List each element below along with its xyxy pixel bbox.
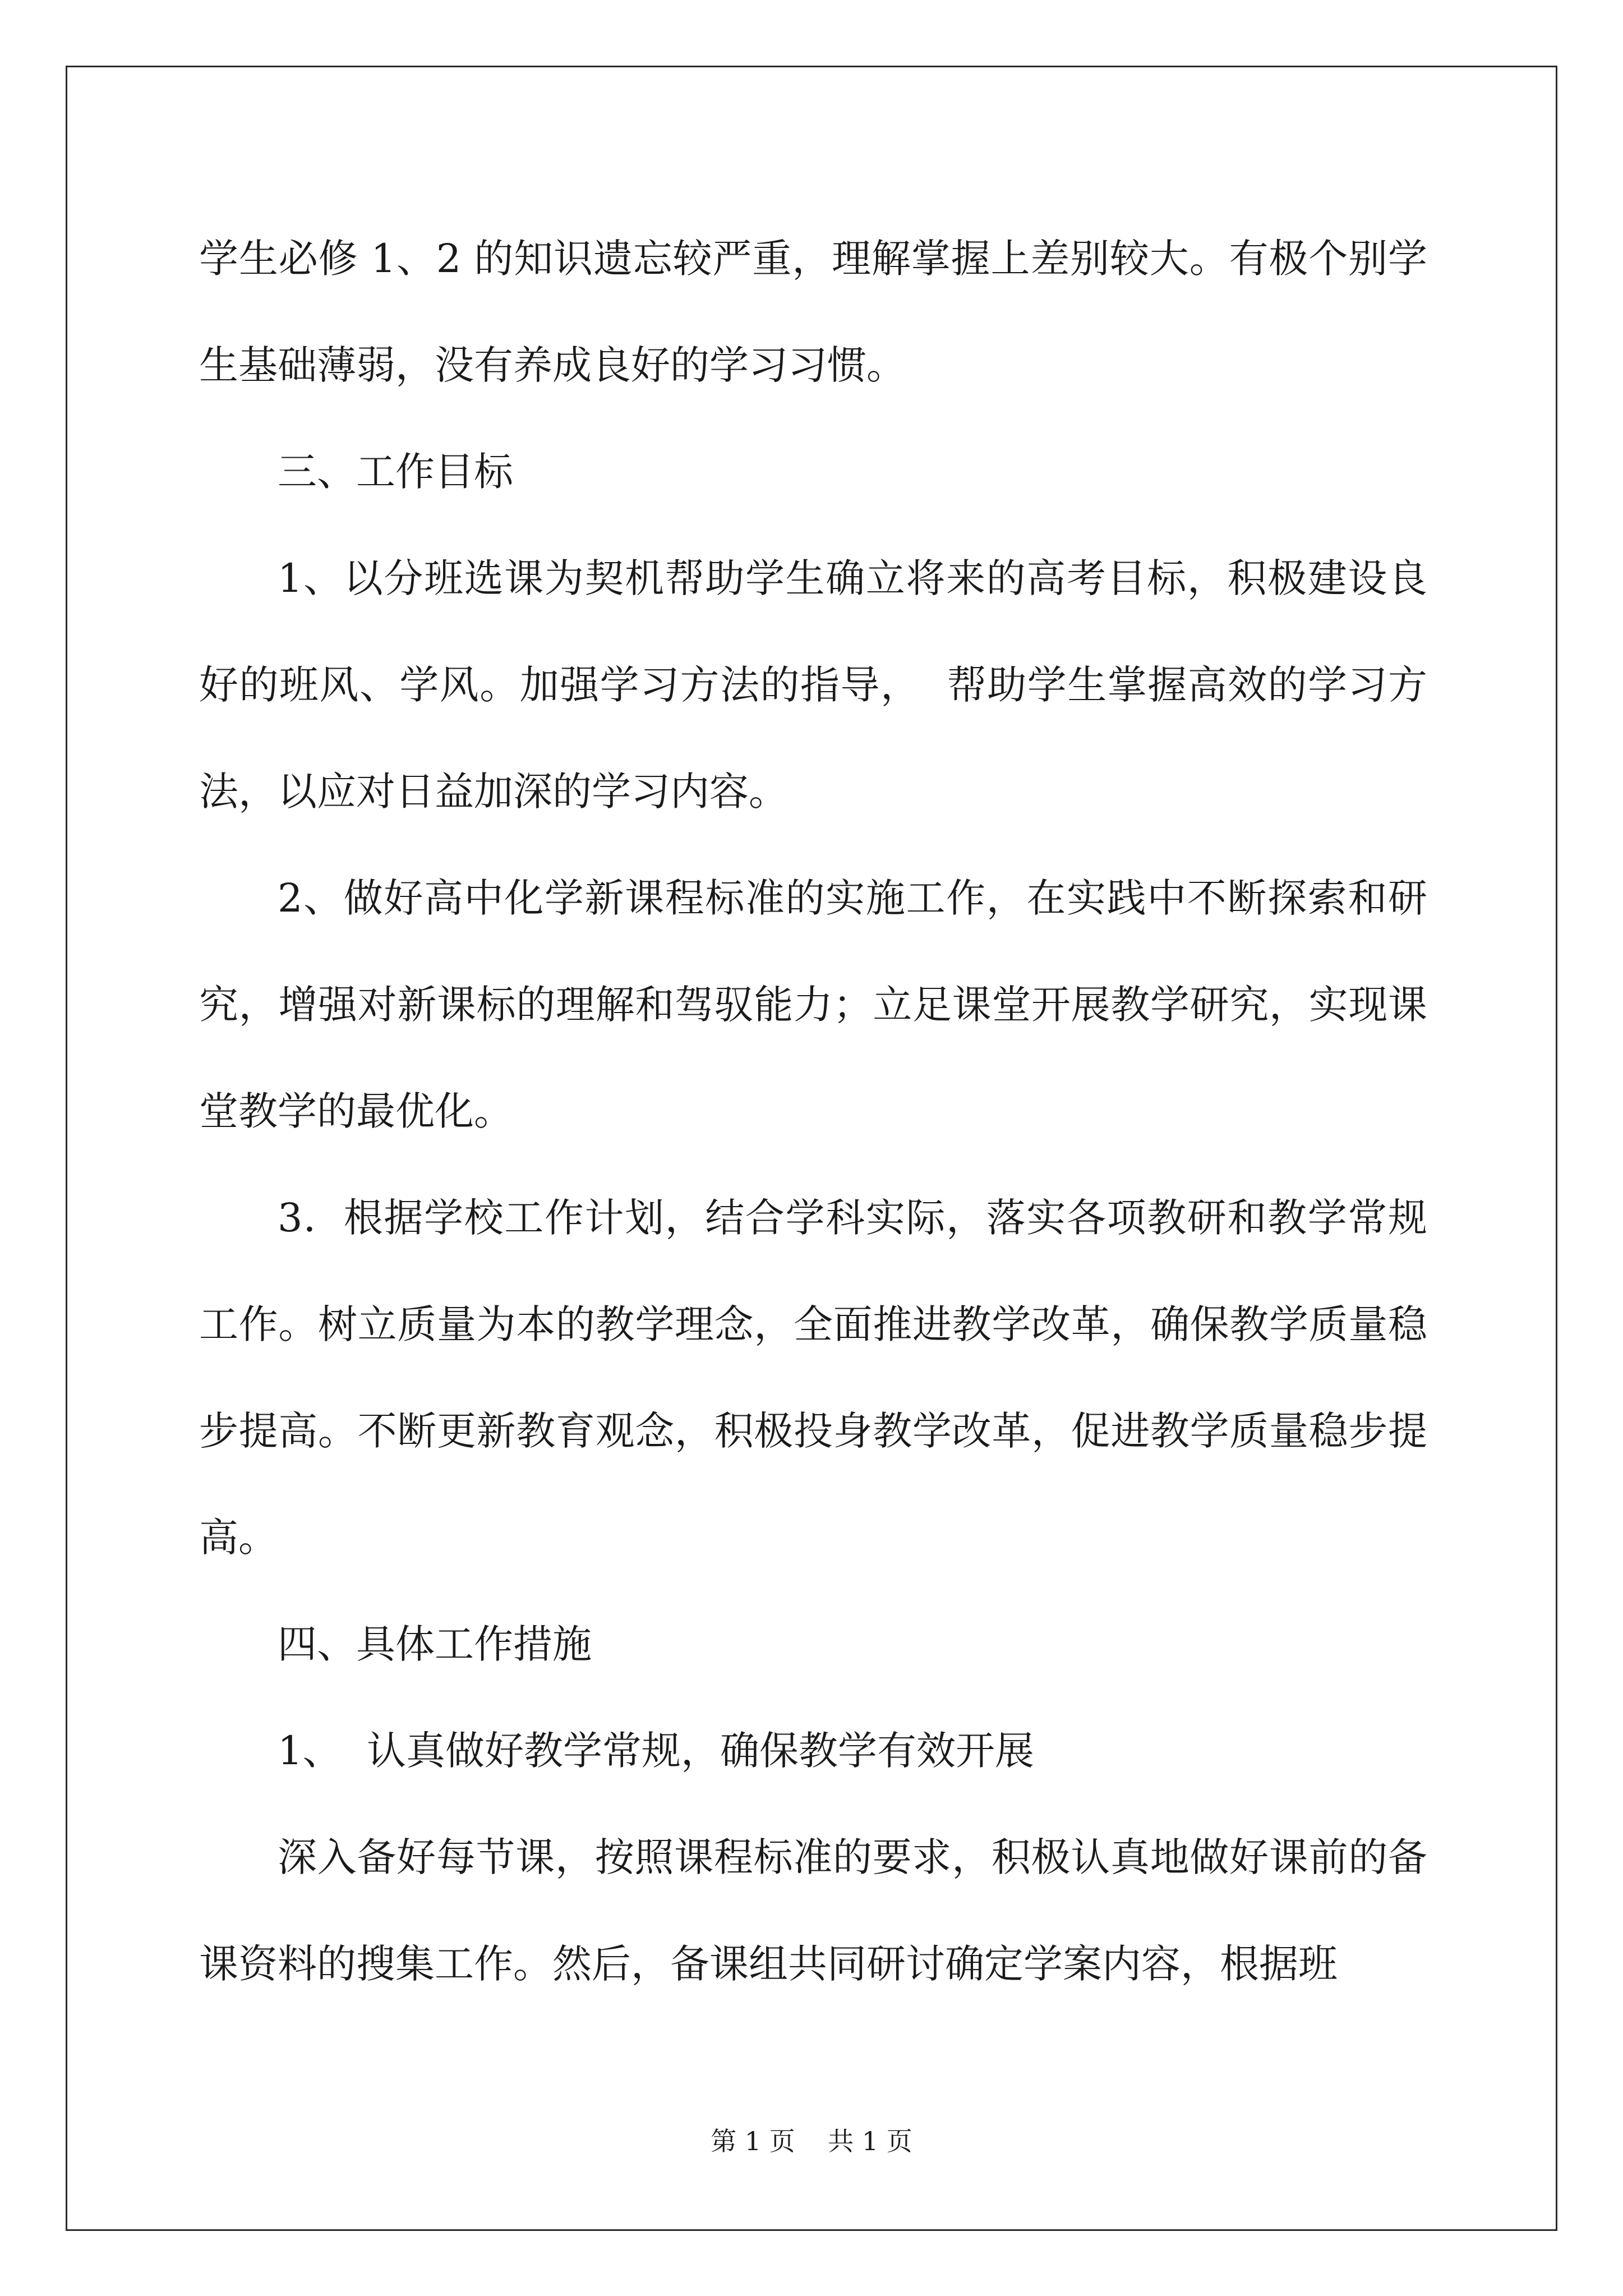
section-heading-measures: 四、具体工作措施 — [278, 1621, 592, 1667]
paragraph-goal-2: 2、做好高中化学新课程标准的实施工作，在实践中不断探索和研究，增强对新课标的理解和驾驭能力；立足课堂开展教学研究，实现课堂教学的最优化。 — [199, 875, 1427, 1134]
subsection-heading-1: 1、 认真做好教学常规，确保教学有效开展 — [278, 1728, 1035, 1774]
page-number-footer: 第 1 页 共 1 页 — [711, 2126, 912, 2156]
paragraph-goal-1: 1、以分班选课为契机帮助学生确立将来的高考目标，积极建设良好的班风、学风。加强学习方法的指导， 帮助学生掌握高效的学习方法，以应对日益加深的学习内容。 — [199, 555, 1427, 815]
paragraph-continuation: 学生必修 1、2 的知识遗忘较严重，理解掌握上差别较大。有极个别学生基础薄弱，没有养成良好的学习习惯。 — [199, 236, 1427, 388]
paragraph-goal-3: 3．根据学校工作计划，结合学科实际，落实各项教研和教学常规工作。树立质量为本的教学理念，全面推进教学改革，确保教学质量稳步提高。不断更新教育观念，积极投身教学改革，促进教学质量稳步提高。 — [199, 1195, 1427, 1561]
document-body — [199, 205, 1427, 2017]
section-heading-goals: 三、工作目标 — [278, 449, 513, 495]
paragraph-lesson-prep: 深入备好每节课，按照课程标准的要求，积极认真地做好课前的备课资料的搜集工作。然后，备课组共同研讨确定学案内容，根据班 — [199, 1834, 1427, 1987]
